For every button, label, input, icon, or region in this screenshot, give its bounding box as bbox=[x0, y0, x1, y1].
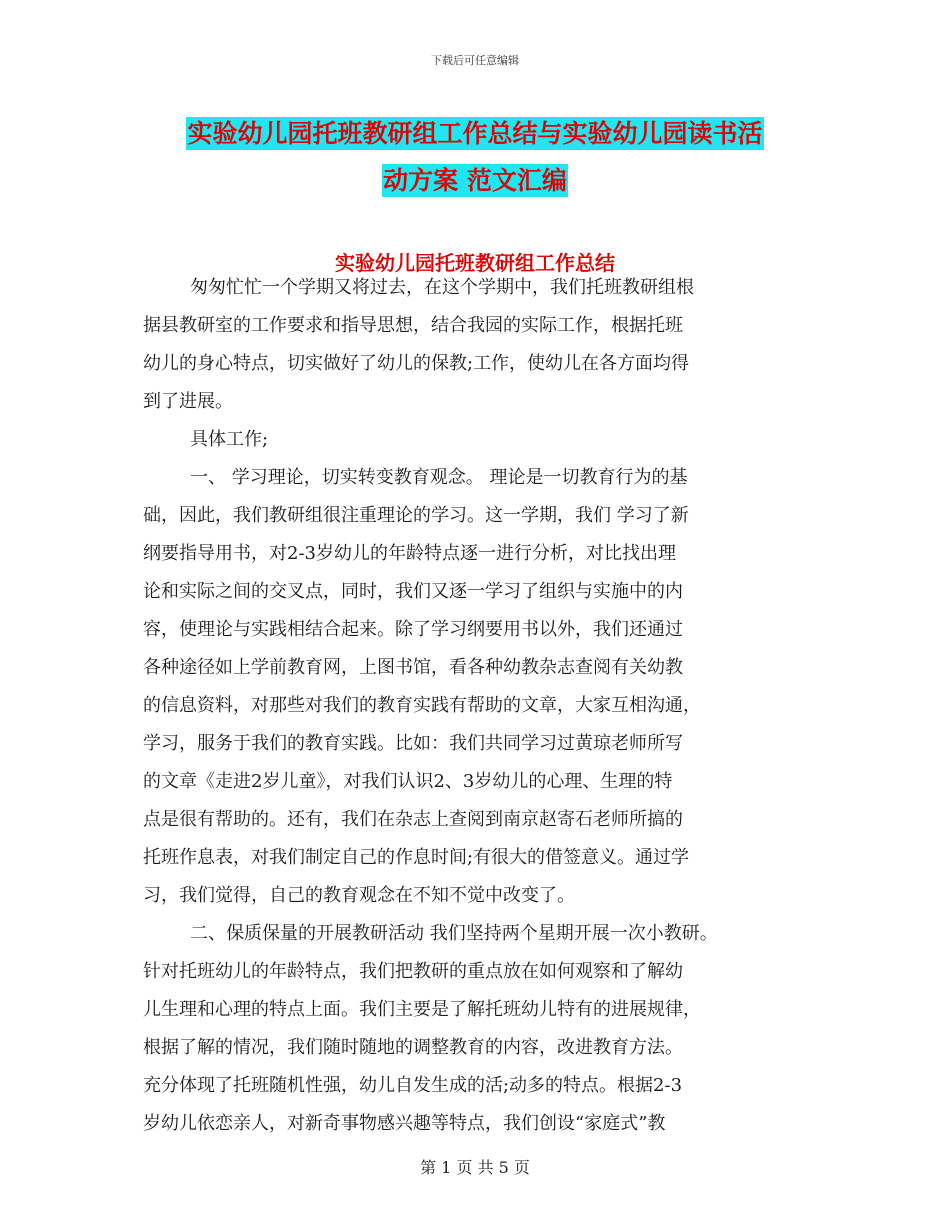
body-line: 础，因此，我们教研组很注重理论的学习。这一学期，我们 学习了新 bbox=[143, 505, 689, 526]
body-line: 据县教研室的工作要求和指导思想，结合我园的实际工作，根据托班 bbox=[143, 315, 683, 336]
body-line: 点是很有帮助的。还有，我们在杂志上查阅到南京赵寄石老师所搞的 bbox=[143, 809, 683, 830]
body-line: 容，使理论与实践相结合起来。除了学习纲要用书以外，我们还通过 bbox=[143, 619, 683, 640]
body-line: 到了进展。 bbox=[143, 391, 233, 412]
body-line: 充分体现了托班随机性强，幼儿自发生成的活;动多的特点。根据2-3 bbox=[143, 1075, 683, 1096]
document-title bbox=[0, 110, 950, 204]
body-line: 儿生理和心理的特点上面。我们主要是了解托班幼儿特有的进展规律， bbox=[143, 999, 701, 1020]
body-line: 习，我们觉得，自己的教育观念在不知不觉中改变了。 bbox=[143, 885, 575, 906]
body-line: 具体工作; bbox=[190, 429, 269, 450]
body-line: 匆匆忙忙一个学期又将过去，在这个学期中，我们托班教研组根 bbox=[190, 277, 694, 298]
body-line: 岁幼儿依恋亲人，对新奇事物感兴趣等特点，我们创设“家庭式”教 bbox=[143, 1113, 666, 1134]
body-line: 纲要指导用书，对2-3岁幼儿的年龄特点逐一进行分析，对比找出理 bbox=[143, 543, 676, 564]
body-line: 学习，服务于我们的教育实践。比如：我们共同学习过黄琼老师所写 bbox=[143, 733, 683, 754]
body-line: 的文章《走进2岁儿童》，对我们认识2、3岁幼儿的心理、生理的特 bbox=[143, 771, 673, 792]
document-title-line-2: 动方案 范文汇编 bbox=[383, 166, 567, 195]
document-title-line-1: 实验幼儿园托班教研组工作总结与实验幼儿园读书活 bbox=[187, 119, 763, 148]
page-header: 下载后可任意编辑 bbox=[431, 54, 519, 67]
section-title: 实验幼儿园托班教研组工作总结 bbox=[335, 251, 615, 275]
body-line: 幼儿的身心特点，切实做好了幼儿的保教;工作，使幼儿在各方面均得 bbox=[143, 353, 690, 374]
body-line: 托班作息表，对我们制定自己的作息时间;有很大的借签意义。通过学 bbox=[143, 847, 690, 868]
body-line: 一、 学习理论，切实转变教育观念。 理论是一切教育行为的基 bbox=[190, 467, 688, 488]
body-line: 根据了解的情况，我们随时随地的调整教育的内容，改进教育方法。 bbox=[143, 1037, 683, 1058]
body-line: 针对托班幼儿的年龄特点，我们把教研的重点放在如何观察和了解幼 bbox=[143, 961, 683, 982]
page-footer: 第 1 页 共 5 页 bbox=[420, 1158, 530, 1177]
body-line: 二、保质保量的开展教研活动 我们坚持两个星期开展一次小教研。 bbox=[190, 923, 718, 944]
body-line: 的信息资料，对那些对我们的教育实践有帮助的文章，大家互相沟通， bbox=[143, 695, 701, 716]
body-line: 论和实际之间的交叉点，同时，我们又逐一学习了组织与实施中的内 bbox=[143, 581, 683, 602]
body-line: 各种途径如上学前教育网，上图书馆，看各种幼教杂志查阅有关幼教 bbox=[143, 657, 683, 678]
